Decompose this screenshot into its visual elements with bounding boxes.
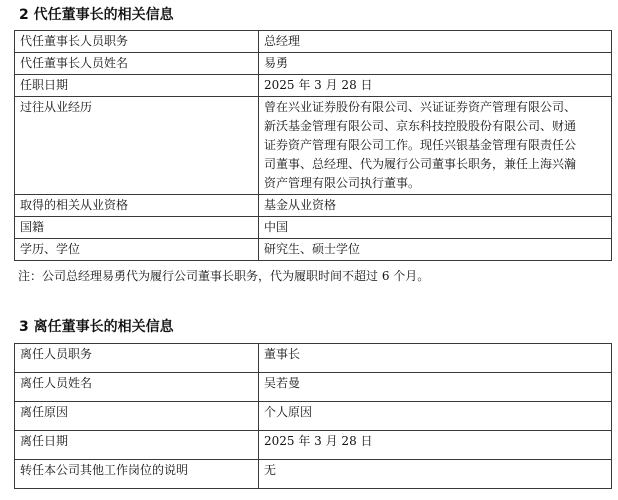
table-row <box>15 431 612 460</box>
footnote: 注：公司总经理易勇代为履行公司董事长职务，代为履职时间不超过 6 个月。 <box>18 269 430 283</box>
row-value: 无 <box>259 460 612 489</box>
row-label: 国籍 <box>15 217 259 239</box>
row-label: 离任原因 <box>15 402 259 431</box>
row-value-multiline <box>259 97 612 195</box>
experience-line: 司董事、总经理、代为履行公司董事长职务，兼任上海兴瀚 <box>264 157 577 171</box>
experience-line: 证券资产管理有限公司工作。现任兴银基金管理有限责任公 <box>264 138 577 152</box>
experience-line: 曾在兴业证券股份有限公司、兴证证券资产管理有限公司、 <box>264 100 577 114</box>
row-label: 过往从业经历 <box>15 97 259 195</box>
section-3-title: 3 离任董事长的相关信息 <box>19 319 174 335</box>
row-value: 基金从业资格 <box>259 195 612 217</box>
table-row <box>15 53 612 75</box>
row-value: 个人原因 <box>259 402 612 431</box>
table-row <box>15 402 612 431</box>
row-label: 学历、学位 <box>15 239 259 261</box>
section-2-title: 2 代任董事长的相关信息 <box>19 7 174 23</box>
table-row <box>15 373 612 402</box>
row-value: 研究生、硕士学位 <box>259 239 612 261</box>
row-label: 任职日期 <box>15 75 259 97</box>
row-label: 代任董事长人员姓名 <box>15 53 259 75</box>
row-label: 代任董事长人员职务 <box>15 31 259 53</box>
row-label: 转任本公司其他工作岗位的说明 <box>15 460 259 489</box>
row-label: 取得的相关从业资格 <box>15 195 259 217</box>
row-value: 易勇 <box>259 53 612 75</box>
table-row <box>15 344 612 373</box>
row-value: 2025 年 3 月 28 日 <box>259 75 612 97</box>
table-row <box>15 195 612 217</box>
row-value: 总经理 <box>259 31 612 53</box>
row-value: 董事长 <box>259 344 612 373</box>
row-label: 离任人员职务 <box>15 344 259 373</box>
experience-line: 资产管理有限公司执行董事。 <box>264 176 421 190</box>
row-label: 离任日期 <box>15 431 259 460</box>
row-value: 2025 年 3 月 28 日 <box>259 431 612 460</box>
acting-chairman-info-table <box>14 30 612 261</box>
table-row <box>15 97 612 195</box>
table-row <box>15 31 612 53</box>
table-row <box>15 75 612 97</box>
table-row <box>15 460 612 489</box>
row-label: 离任人员姓名 <box>15 373 259 402</box>
experience-line: 新沃基金管理有限公司、京东科技控股股份有限公司、财通 <box>264 119 577 133</box>
row-value: 吴若曼 <box>259 373 612 402</box>
table-row <box>15 217 612 239</box>
table-row <box>15 239 612 261</box>
departing-chairman-info-table <box>14 343 612 489</box>
row-value: 中国 <box>259 217 612 239</box>
